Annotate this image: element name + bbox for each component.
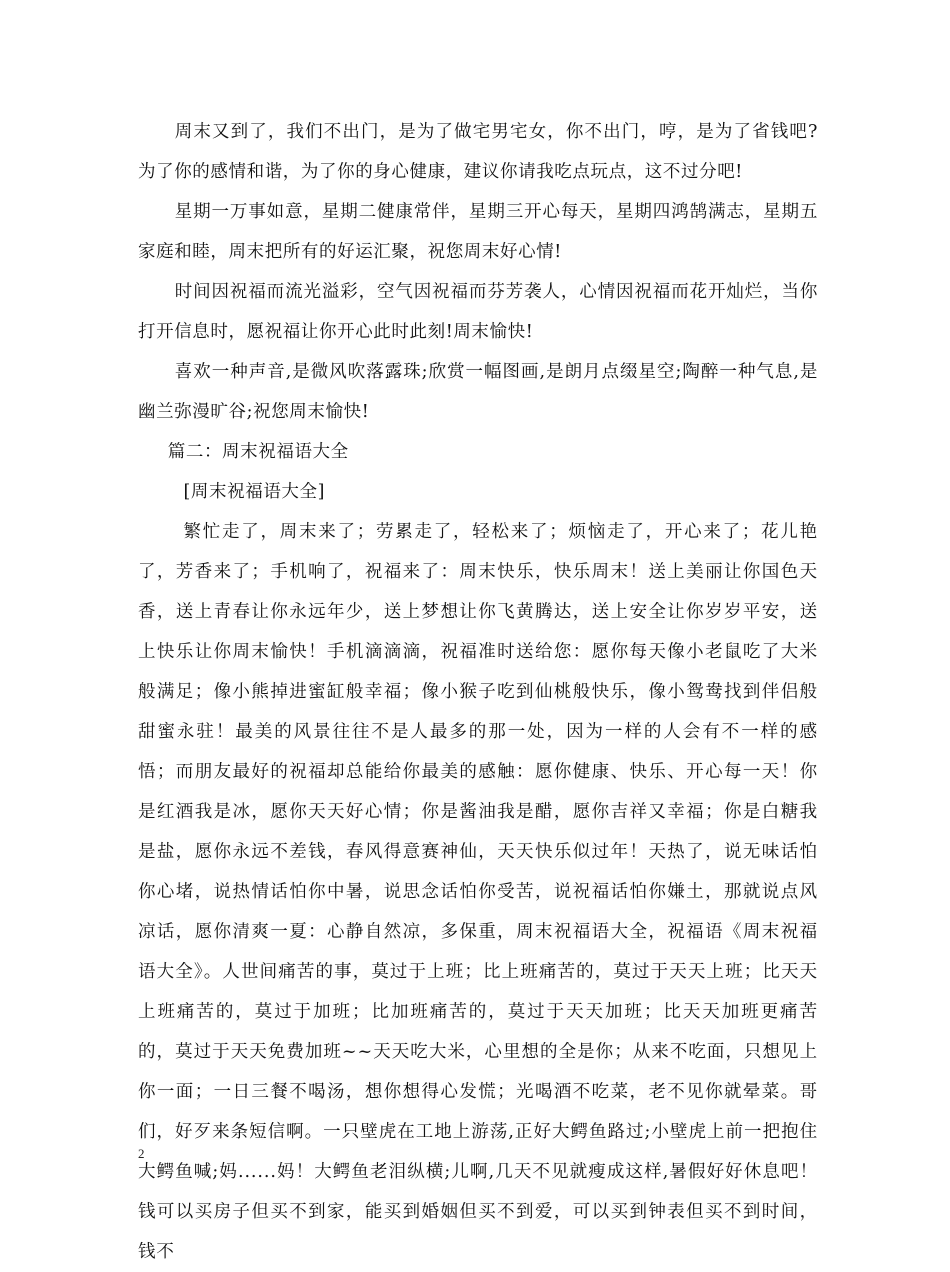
paragraph-weekend-blessings: 繁忙走了，周末来了；劳累走了，轻松来了；烦恼走了，开心来了；花儿艳了，芳香来了；手机响了，祝福来了：周末快乐，快乐周末！送上美丽让你国色天香，送上青春让你永远年少，送上梦想让你飞黄腾达，送上安全让你岁岁平安，送上快乐让你周末愉快！手机滴滴滴，祝福准时送给您：愿你每天像小老鼠吃了大米般满足；像小熊掉进蜜缸般幸福；像小猴子吃到仙桃般快乐，像小鸳鸯找到伴侣般甜蜜永驻！最美的风景往往不是人最多的那一处，因为一样的人会有不一样的感悟；而朋友最好的祝福却总能给你最美的感触：愿你健康、快乐、开心每一天！你是红酒我是冰，愿你天天好心情；你是酱油我是醋，愿你吉祥又幸福；你是白糖我是盐，愿你永远不差钱，春风得意赛神仙，天天快乐似过年！天热了，说无味话怕你心堵，说热情话怕你中暑，说思念话怕你受苦，说祝福话怕你嫌土，那就说点风凉话，愿你清爽一夏：心静自然凉，多保重，周末祝福语大全，祝福语《周末祝福语大全》。人世间痛苦的事，莫过于上班；比上班痛苦的，莫过于天天上班；比天天上班痛苦的，莫过于加班；比加班痛苦的，莫过于天天加班；比天天加班更痛苦的，莫过于天天免费加班~~天天吃大米，心里想的全是你；从来不吃面，只想见上你一面；一日三餐不喝汤，想你想得心发慌；光喝酒不吃菜，老不见你就晕菜。哥们，好歹来条短信啊。一只壁虎在工地上游荡,正好大鳄鱼路过;小壁虎上前一把抱住大鳄鱼喊;妈......妈！大鳄鱼老泪纵横;儿啊,几天不见就瘦成这样,暑假好好休息吧！钱可以买房子但买不到家，能买到婚姻但买不到爱，可以买到钟表但买不到时间，钱不 [138,522,818,1262]
paragraph-weekdays-wishes: 星期一万事如意，星期二健康常伴，星期三开心每天，星期四鸿鹄满志，星期五家庭和睦，周末把所有的好运汇聚，祝您周末好心情! [138,202,818,262]
section-subheading: [周末祝福语大全] [183,482,326,502]
paragraph-weekend-home: 周末又到了，我们不出门，是为了做宅男宅女，你不出门，哼，是为了省钱吧?为了你的感情和谐，为了你的身心健康，建议你请我吃点玩点，这不过分吧! [138,122,818,182]
section-heading: 篇二：周末祝福语大全 [167,442,349,462]
paragraph-time-blessing: 时间因祝福而流光溢彩，空气因祝福而芬芳袭人，心情因祝福而花开灿烂，当你打开信息时，愿祝福让你开心此时此刻!周末愉快! [138,282,818,342]
document-body [138,112,818,1272]
paragraph-sound-picture: 喜欢一种声音,是微风吹落露珠;欣赏一幅图画,是朗月点缀星空;陶醉一种气息,是幽兰弥漫旷谷;祝您周末愉快! [138,362,818,422]
page-number: 2 [138,1146,145,1161]
